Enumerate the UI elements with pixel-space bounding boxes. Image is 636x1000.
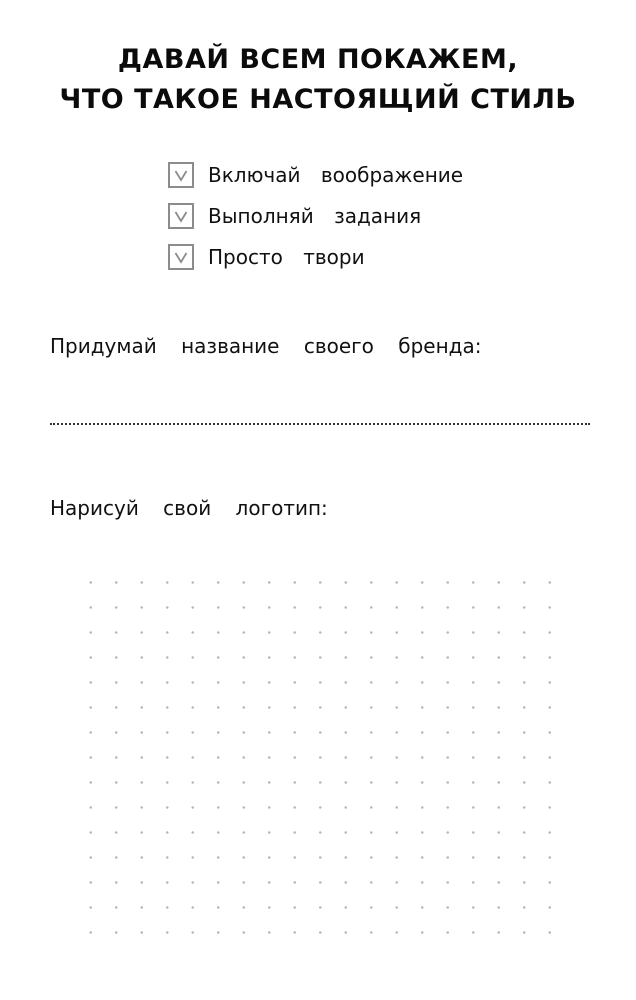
brand-name-answer-line[interactable] [50, 423, 590, 425]
checklist-item-imagination [168, 154, 508, 195]
logo-prompt: Нарисуй свой логотип: [50, 496, 328, 520]
checklist-item-label: Выполняй задания [208, 203, 422, 228]
checklist-item-label: Просто твори [208, 244, 365, 269]
checkmark-box-icon [168, 244, 194, 270]
checklist-item-create [168, 236, 508, 277]
page-title-line-1: ДАВАЙ ВСЕМ ПОКАЖЕМ, [117, 44, 519, 75]
checkmark-box-icon [168, 162, 194, 188]
checklist [168, 154, 508, 277]
checkmark-box-icon [168, 203, 194, 229]
checklist-item-tasks [168, 195, 508, 236]
logo-drawing-dot-grid[interactable] [78, 570, 562, 948]
brand-name-prompt: Придумай название своего бренда: [50, 334, 482, 358]
checklist-item-label: Включай воображение [208, 162, 464, 187]
page-title-line-2: ЧТО ТАКОЕ НАСТОЯЩИЙ СТИЛЬ [59, 84, 577, 115]
